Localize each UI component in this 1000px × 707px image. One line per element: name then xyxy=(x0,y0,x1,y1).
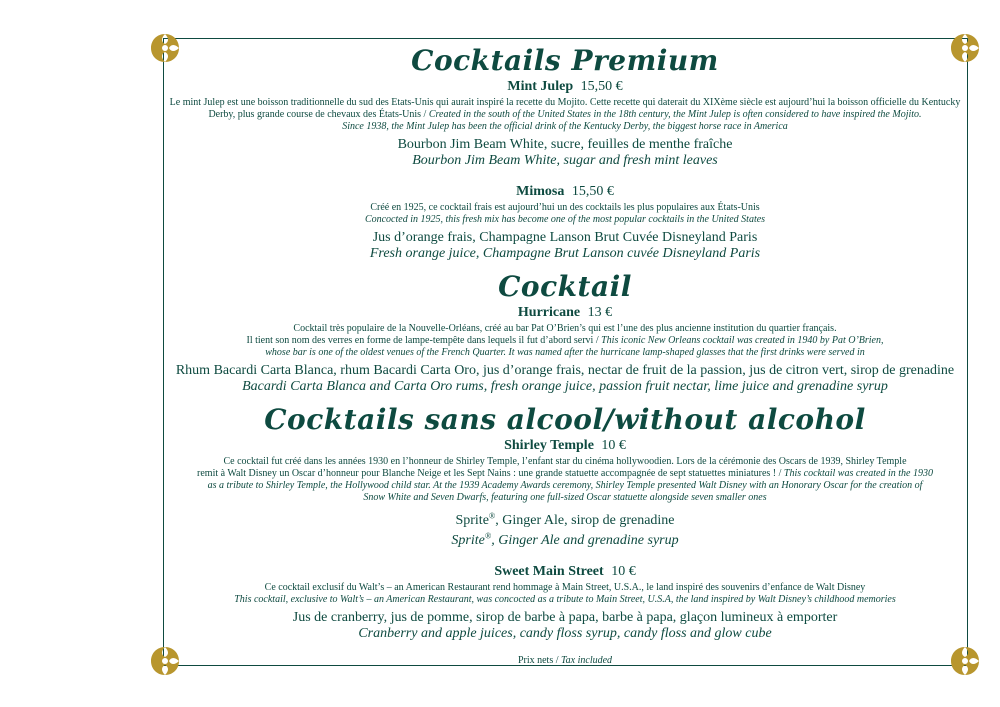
desc-fr: Ce cocktail fut créé dans les années 1930 en l’honneur de Shirley Temple, l’enfant star du cinéma hollywoodien. Lors de la cérémonie des Oscars de 1939, Shirley Temple xyxy=(223,456,907,467)
drink-description xyxy=(150,202,980,226)
footer-fr: Prix nets / xyxy=(517,655,562,666)
desc-fr: Ce cocktail exclusif du Walt’s – an American Restaurant rend hommage à Main Street, U.S.A., le land inspiré des souvenirs d’enfance de Walt Disney xyxy=(264,582,866,594)
drink-price: 15,50 € xyxy=(571,184,614,199)
ingredients-en: Fresh orange juice, Champagne Brut Lanson cuvée Disneyland Paris xyxy=(369,246,761,261)
drink-ingredients xyxy=(150,363,980,395)
desc-en: Concocted in 1925, this fresh mix has become one of the most popular cocktails in the United States xyxy=(364,214,766,225)
desc-fr: Le mint Julep est une boisson traditionnelle du sud des Etats-Unis qui aurait inspiré la recette du Mojito. Cette recette qui daterait du XIXème siècle est aujourd’hui la boisson officielle du Kentucky xyxy=(169,97,961,108)
ingredients-en: Bourbon Jim Beam White, sugar and fresh mint leaves xyxy=(412,153,718,168)
drink-header-sweet-main-street xyxy=(150,563,980,581)
drink-name: Mint Julep xyxy=(507,79,574,94)
desc-en: Snow White and Seven Dwarfs, featuring one full-sized Oscar statuette alongside seven smaller ones xyxy=(363,492,767,503)
drink-price: 10 € xyxy=(611,564,636,580)
drink-ingredients xyxy=(150,610,980,642)
ingredients-en: Cranberry and apple juices, candy floss syrup, candy floss and glow cube xyxy=(358,626,772,642)
desc-fr: Il tient son nom des verres en forme de lampe-tempête dans lequels il fut d’abord servi / xyxy=(246,335,602,346)
section-title-sans-alcool: Cocktails sans alcool/without alcohol xyxy=(264,403,866,436)
desc-en: as a tribute to Shirley Temple, the Hollywood child star. At the 1939 Academy Awards ceremony, Shirley Temple presented Walt Disney with an Honorary Oscar for the creation of xyxy=(207,480,923,491)
ingredients-rest: , Ginger Ale and grenadine syrup xyxy=(491,533,679,549)
desc-en: whose bar is one of the oldest venues of the French Quarter. It was named after the hurricane lamp-shaped glasses that the first drinks were served in xyxy=(265,347,865,358)
section-title-premium: Cocktails Premium xyxy=(411,44,719,77)
drink-price: 15,50 € xyxy=(580,79,623,94)
desc-fr: Derby, plus grande course de chevaux des États-Unis / xyxy=(208,109,429,120)
drink-ingredients xyxy=(150,230,980,262)
drink-header-mimosa xyxy=(150,183,980,201)
registered-mark: ® xyxy=(488,511,496,520)
drink-price: 13 € xyxy=(587,305,613,320)
ingredients-en xyxy=(451,533,678,548)
ingredients-fr: Jus d’orange frais, Champagne Lanson Brut Cuvée Disneyland Paris xyxy=(372,230,758,245)
drink-name: Hurricane xyxy=(517,305,581,320)
drink-header-shirley-temple xyxy=(150,437,980,455)
drink-header-mint-julep xyxy=(150,78,980,96)
ingredients-fr xyxy=(455,513,674,528)
ingredients-fr: Jus de cranberry, jus de pomme, sirop de barbe à papa, barbe à papa, glaçon lumineux à emporter xyxy=(292,610,838,626)
desc-en: Since 1938, the Mint Julep has been the official drink of the Kentucky Derby, the biggest horse race in America xyxy=(342,121,788,132)
footer-en: Tax included xyxy=(561,655,613,666)
brand: Sprite xyxy=(455,512,489,528)
drink-description xyxy=(150,323,980,359)
desc-en: This cocktail was created in the 1930 xyxy=(783,468,933,479)
drink-name: Mimosa xyxy=(516,184,565,199)
drink-description xyxy=(150,582,980,606)
footer-price-note xyxy=(150,655,980,666)
desc-fr: remit à Walt Disney un Oscar d’honneur pour Blanche Neige et les Sept Nains : une grande statuette accompagnée de sept statuettes miniatures ! / xyxy=(197,468,784,479)
drink-description xyxy=(150,456,980,504)
ingredients-en: Bacardi Carta Blanca and Carta Oro rums, fresh orange juice, passion fruit nectar, lime juice and grenadine syrup xyxy=(242,379,888,394)
desc-en: This iconic New Orleans cocktail was created in 1940 by Pat O’Brien, xyxy=(601,335,884,346)
brand: Sprite xyxy=(451,533,485,549)
desc-fr: Créé en 1925, ce cocktail frais est aujourd’hui un des cocktails les plus populaires aux États-Unis xyxy=(370,202,760,213)
drink-ingredients xyxy=(150,137,980,169)
registered-mark: ® xyxy=(484,531,492,541)
drink-name: Sweet Main Street xyxy=(494,564,604,580)
section-title-cocktail: Cocktail xyxy=(498,270,632,303)
ingredients-fr: Rhum Bacardi Carta Blanca, rhum Bacardi Carta Oro, jus d’orange frais, nectar de fruit de la passion, jus de citron vert, sirop de grenadine xyxy=(175,363,955,378)
drink-price: 10 € xyxy=(601,438,626,453)
ingredients-fr: Bourbon Jim Beam White, sucre, feuilles de menthe fraîche xyxy=(397,137,733,152)
desc-fr: Cocktail très populaire de la Nouvelle-Orléans, créé au bar Pat O’Brien’s qui est l’une des plus ancienne institution du quartier français. xyxy=(293,323,837,334)
drink-ingredients xyxy=(150,508,980,549)
drink-name: Shirley Temple xyxy=(504,438,594,453)
menu-content xyxy=(150,44,980,642)
ingredients-rest: , Ginger Ale, sirop de grenadine xyxy=(495,512,675,528)
drink-header-hurricane xyxy=(150,304,980,322)
desc-en: Created in the south of the United States in the 18th century, the Mint Julep is often considered to have inspired the Mojito. xyxy=(428,109,922,120)
drink-description xyxy=(150,97,980,133)
desc-en: This cocktail, exclusive to Walt’s – an American Restaurant, was concocted as a tribute to Main Street, U.S.A, the land inspired by Walt Disney’s childhood memories xyxy=(234,594,896,606)
